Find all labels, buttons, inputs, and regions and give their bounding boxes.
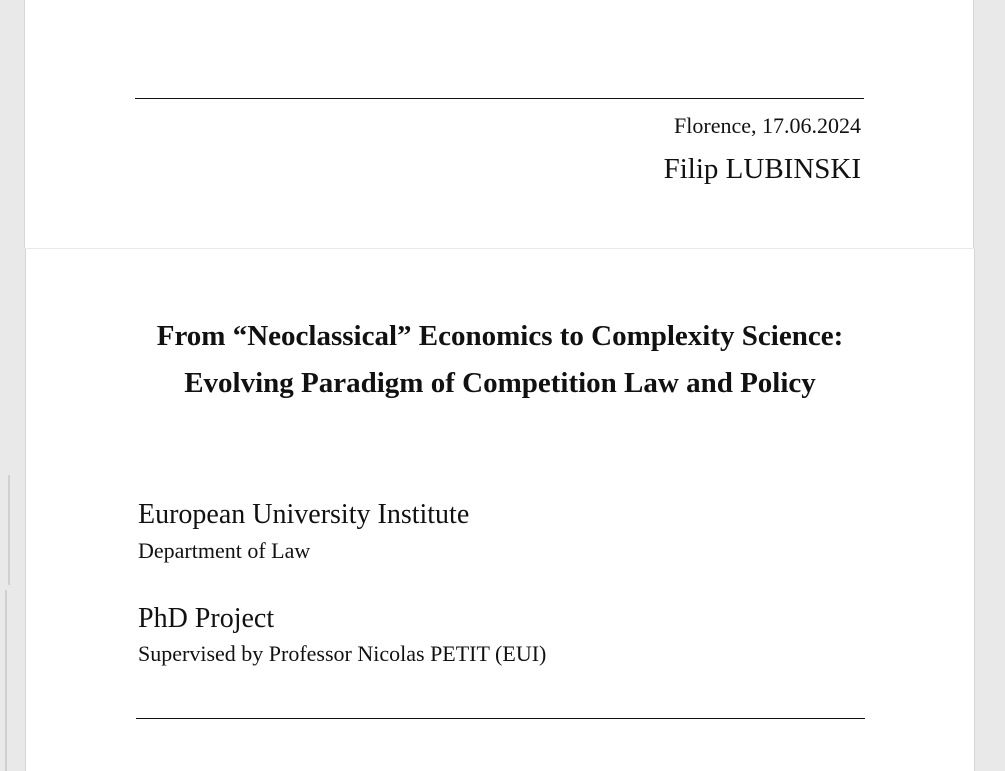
department-name: Department of Law — [138, 538, 311, 563]
left-edge-marker-lower — [5, 590, 7, 771]
title-line-1: From “Neoclassical” Economics to Complexity Science: — [156, 320, 844, 352]
left-edge-marker — [8, 475, 10, 585]
date-line: Florence, 17.06.2024 — [674, 113, 861, 138]
bottom-horizontal-rule — [136, 718, 865, 719]
institution-name: European University Institute — [138, 499, 470, 530]
supervisor-line: Supervised by Professor Nicolas PETIT (EUI) — [138, 641, 547, 666]
title-line-2: Evolving Paradigm of Competition Law and Policy — [184, 367, 816, 399]
project-title: PhD Project — [138, 603, 275, 634]
author-name: Filip LUBINSKI — [663, 153, 861, 185]
document-title — [100, 313, 900, 407]
top-horizontal-rule — [135, 98, 864, 99]
